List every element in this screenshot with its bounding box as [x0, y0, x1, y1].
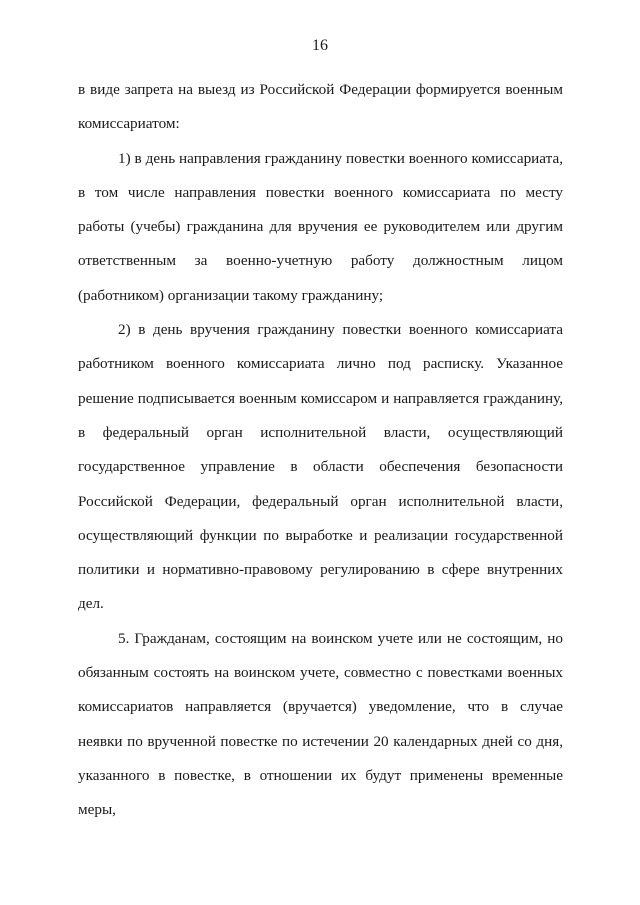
paragraph-item-2: 2) в день вручения гражданину повестки военного комиссариата работником военного комиссариата лично под расписку. Указанное решение подписывается военным комиссаром и направляется гражданину, в федеральный орган исполнительной власти, осуществляющий государственное управление в области обеспечения безопасности Российской Федерации, федеральный орган исполнительной власти, осуществляющий функции по выработке и реализации государственной политики и нормативно-правовому регулированию в сфере внутренних дел.	[78, 321, 563, 613]
document-body	[78, 73, 563, 828]
page-number: 16	[312, 37, 328, 54]
paragraph-item-1: 1) в день направления гражданину повестки военного комиссариата, в том числе направления повестки военного комиссариата по месту работы (учебы) гражданина для вручения ее руководителем или другим ответственным за военно-учетную работу должностным лицом (работником) организации такому гражданину;	[78, 149, 563, 304]
paragraph-intro: в виде запрета на выезд из Российской Федерации формируется военным комиссариатом:	[78, 81, 563, 133]
paragraph-section-5: 5. Гражданам, состоящим на воинском учете или не состоящим, но обязанным состоять на воинском учете, совместно с повестками военных комиссариатов направляется (вручается) уведомление, что в случае неявки по врученной повестке по истечении 20 календарных дней со дня, указанного в повестке, в отношении их будут применены временные меры,	[78, 629, 563, 819]
